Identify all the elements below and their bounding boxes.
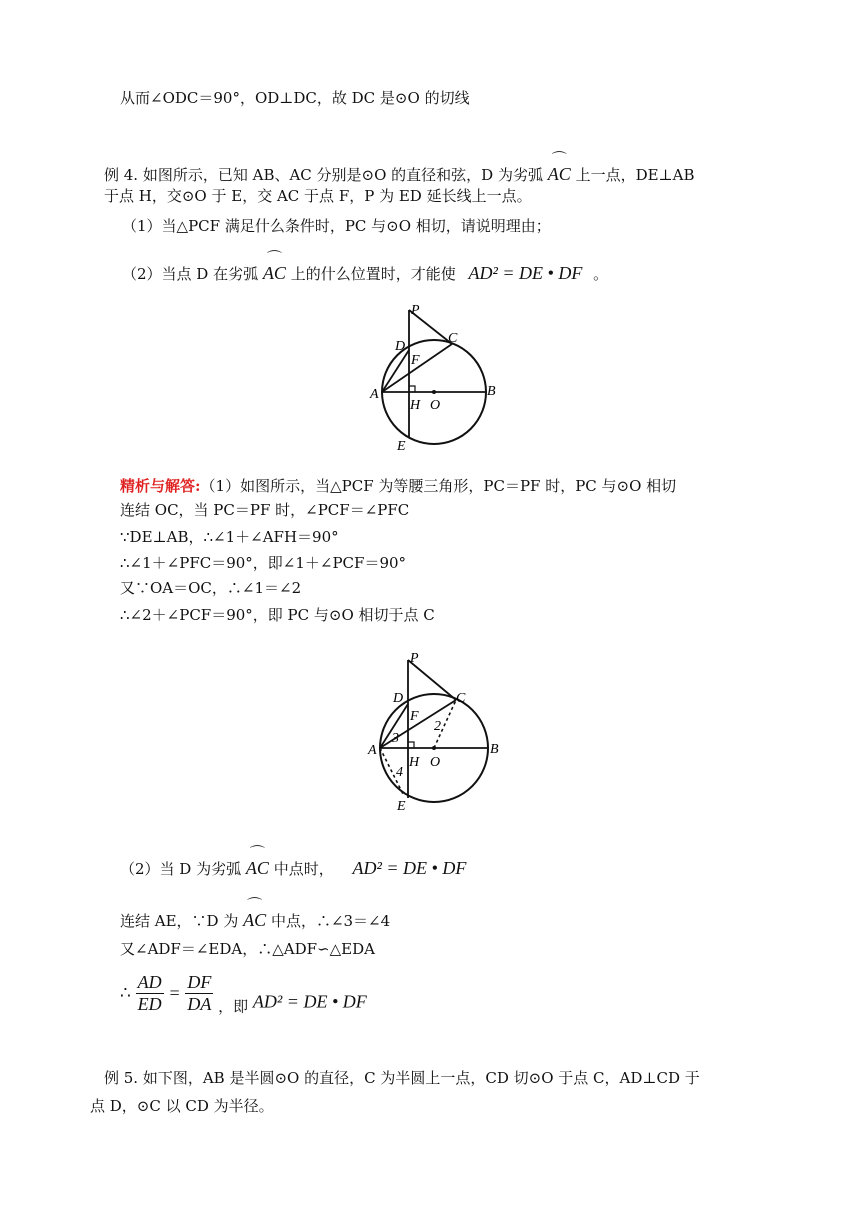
label-h: H <box>409 755 420 770</box>
label-f: F <box>411 353 420 368</box>
arc-ac: ⌒ AC <box>547 152 571 184</box>
arc-ac: ⌒ AC <box>262 251 286 283</box>
fraction-ad-ed: $\frac{AD}{ED}$ <box>137 972 162 1014</box>
label-e: E <box>397 799 406 814</box>
label-p: P <box>411 303 420 318</box>
label-a: A <box>368 743 377 758</box>
solution-line5: 又∵OA＝OC，∴∠1＝∠2 <box>120 579 302 597</box>
label-3: 3 <box>392 731 399 746</box>
solution-part2-line2: 连结 AE，∵D 为 ⌒ AC 中点，∴∠3＝∠4 <box>120 898 391 930</box>
question-2: （2）当点 D 在劣弧 ⌒ AC 上的什么位置时，才能使 AD² = DE • DF 。 <box>122 251 609 283</box>
example4-line2: 于点 H，交⊙O 于 E，交 AC 于点 F，P 为 ED 延长线上一点。 <box>104 187 532 205</box>
label-b: B <box>487 384 496 399</box>
label-e: E <box>397 439 406 454</box>
example5-line1: 例 5. 如下图，AB 是半圆⊙O 的直径，C 为半圆上一点，CD 切⊙O 于点 C，AD⊥CD 于 <box>104 1069 700 1087</box>
geometry-figure-1 <box>360 298 500 458</box>
label-h: H <box>410 398 421 413</box>
solution-line3: ∵DE⊥AB，∴∠1＋∠AFH＝90° <box>120 528 339 546</box>
solution-line1: 精析与解答:（1）如图所示，当△PCF 为等腰三角形，PC＝PF 时，PC 与⊙O 相切 <box>120 477 677 495</box>
solution-part2-line3: 又∠ADF＝∠EDA，∴△ADF∽△EDA <box>120 940 375 958</box>
fraction-df-da: $\frac{DF}{DA}$ <box>187 972 212 1014</box>
equation: AD² = DE • DF <box>352 858 467 878</box>
example5-line2: 点 D，⊙C 以 CD 为半径。 <box>90 1097 274 1115</box>
label-d: D <box>393 691 404 706</box>
label-4: 4 <box>396 765 403 780</box>
solution-line2: 连结 OC，当 PC＝PF 时，∠PCF＝∠PFC <box>120 501 410 519</box>
label-c: C <box>456 691 466 706</box>
label-2: 2 <box>434 719 441 734</box>
question-1: （1）当△PCF 满足什么条件时，PC 与⊙O 相切，请说明理由； <box>122 217 551 235</box>
text-line: 从而∠ODC＝90°，OD⊥DC，故 DC 是⊙O 的切线 <box>120 89 470 107</box>
proportion-line: ∴ $\frac{AD}{ED}$ = $\frac{DF}{DA}$ ，即 AD² = DE • DF <box>120 972 367 1016</box>
label-b: B <box>490 742 499 757</box>
solution-line6: ∴∠2＋∠PCF＝90°，即 PC 与⊙O 相切于点 C <box>120 606 435 624</box>
geometry-figure-2 <box>360 646 510 816</box>
example4-line1: 例 4. 如图所示，已知 AB、AC 分别是⊙O 的直径和弦，D 为劣弧 ⌒ AC 上一点，DE⊥AB <box>104 152 695 184</box>
equation: AD² = DE • DF <box>252 991 367 1012</box>
solution-heading: 精析与解答: <box>120 477 201 495</box>
solution-part2-line1: （2）当 D 为劣弧 ⌒ AC 中点时， AD² = DE • DF <box>120 846 467 878</box>
label-p: P <box>410 651 419 666</box>
label-d: D <box>395 339 406 354</box>
label-a: A <box>370 387 379 402</box>
label-o: O <box>430 398 441 413</box>
solution-line4: ∴∠1＋∠PFC＝90°，即∠1＋∠PCF＝90° <box>120 554 407 572</box>
equation: AD² = DE • DF <box>468 263 583 283</box>
label-f: F <box>410 709 419 724</box>
label-o: O <box>430 755 441 770</box>
arc-ac: ⌒ AC <box>245 846 269 878</box>
label-c: C <box>448 331 458 346</box>
arc-ac: ⌒ AC <box>243 898 267 930</box>
